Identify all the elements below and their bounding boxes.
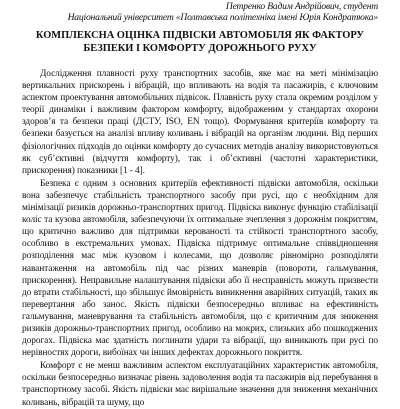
title-line-2: БЕЗПЕКИ І КОМФОРТУ ДОРОЖНЬОГО РУХУ bbox=[83, 42, 317, 54]
paper-title bbox=[22, 30, 378, 55]
affiliation-line: Національний університет «Полтавська політехніка імені Юрія Кондратюка» bbox=[67, 12, 378, 23]
paragraph-smoothness: Дослідження плавності руху транспортних засобів, яке має на меті мінімізацію вертикальних прискорень і вібрацій, що впливають на водія та пасажирів, є ключовим аспектом проектування автомобільних підвісок. Плавність руху стала окремим розділом у теорії динаміки і важливим фактором комфорту, відображеним у стандартах охорони здоров’я та безпеки праці (ДСТУ, ISO, EN тощо). Формування критеріїв комфорту та безпеки базується на аналізі впливу коливань і вібрацій на організм людини. Від перших фізіологічних підходів до оцінки комфорту до сучасних методів аналізу використовуються як суб’єктивні (відчуття комфорту), так і об’єктивні (частотні характеристики, прискорення) показники [1 - 4]. bbox=[22, 69, 378, 176]
author-line: Петренко Вадим Андрійович, студент bbox=[225, 1, 378, 12]
paragraph-comfort: Комфорт є не менш важливим аспектом експлуатаційних характеристик автомобіля, оскільки безпосередньо визначає рівень задоволення водія та пасажирів від перебування в транспортному засобі. Якість підвіски має вирішальне значення для зниження механічних коливань, вібрацій та шуму, що bbox=[22, 361, 378, 408]
body-text bbox=[22, 68, 378, 409]
paragraph-safety: Безпека є одним з основних критеріїв ефективності підвіски автомобіля, оскільки вона забезпечує стабільність транспортного засобу при русі, що є необхідним для мінімізації ризиків дорожньо-транспортних пригод. Підвіска виконує функцію стабілізації коліс та кузова автомобіля, забезпечуючи їх оптимальне зчеплення з дорожнім покриттям, що критично важливо для підтримки керованості та стійкості транспортного засобу, особливо в екстремальних умовах. Підвіска підтримує оптимальне співвідношення розподілення мас між кузовом і колесами, що дозволяє рівномірно розподіляти навантаження на автомобіль під час різних маневрів (повороти, гальмування, прискорення). Неправильне налаштування підвіски або її несправність можуть призвести до втрати стабільності, що збільшує ймовірність виникнення аварійних ситуацій, таких як перевертання або занос. Якість підвіски безпосередньо впливає на ефективність гальмування, маневрування та стабільність автомобіля, що є критичним для зниження ризиків дорожньо-транспортних пригод, особливо на мокрих, слизьких або пошкоджених дорогах. Підвіска має здатність поглинати удари та вібрації, що виникають при русі по нерівностях дороги, вибоїнах чи інших дефектах дорожнього покриття. bbox=[22, 178, 378, 359]
title-line-1: КОМПЛЕКСНА ОЦІНКА ПІДВІСКИ АВТОМОБІЛЯ ЯК ФАКТОРУ bbox=[35, 30, 365, 41]
